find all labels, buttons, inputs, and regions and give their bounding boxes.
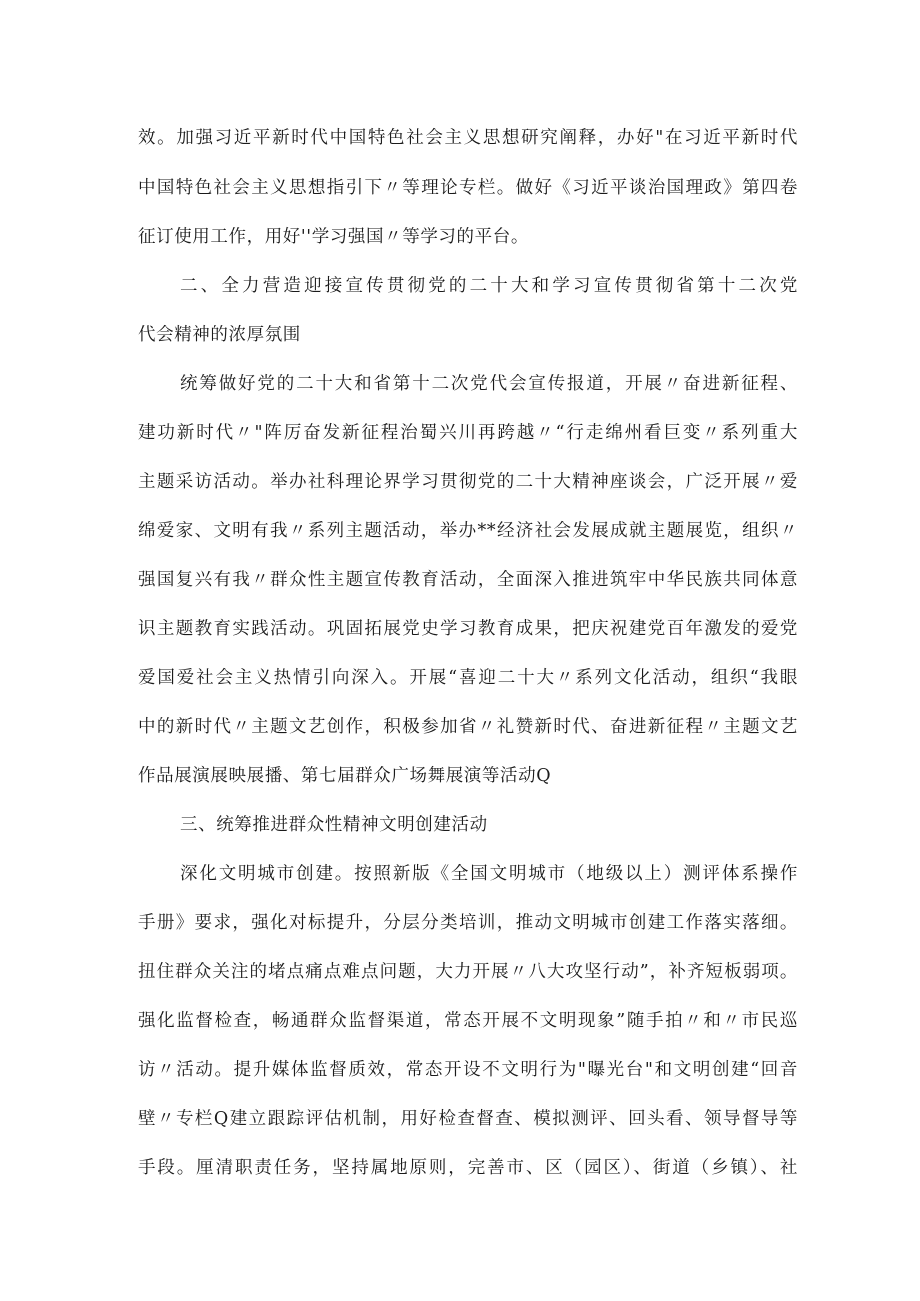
section-heading-3: 三、统筹推进群众性精神文明创建活动: [180, 815, 488, 835]
body-text-line: 中国特色社会主义思想指引下〃等理论专栏。做好《习近平谈治国理政》第四卷: [138, 178, 798, 198]
body-text-line: 强国复兴有我〃群众性主题宣传教育活动，全面深入推进筑牢中华民族共同体意: [138, 570, 798, 590]
body-text-line: 效。加强习近平新时代中国特色社会主义思想研究阐释，办好"在习近平新时代: [138, 128, 798, 148]
body-text-line: 访〃活动。提升媒体监督质效，常态开设不文明行为"曝光台"和文明创建“回音: [138, 1060, 798, 1080]
body-text-line: 作品展演展映展播、第七届群众广场舞展演等活动Q: [138, 766, 552, 786]
body-text-line: 壁〃专栏Q建立跟踪评估机制，用好检查督查、模拟测评、回头看、领导督导等: [138, 1109, 798, 1129]
body-text-line: 爱国爱社会主义热情引向深入。开展“喜迎二十大〃系列文化活动，组织“我眼: [138, 668, 798, 688]
body-text-line: 手册》要求，强化对标提升，分层分类培训，推动文明城市创建工作落实落细。: [138, 913, 798, 933]
section-heading-2-cont: 代会精神的浓厚氛围: [138, 325, 301, 345]
body-text-line: 手段。厘清职责任务，坚持属地原则，完善市、区（园区）、街道（乡镇）、社: [138, 1158, 798, 1178]
section-heading-2: 二、全力营造迎接宣传贯彻党的二十大和学习宣传贯彻省第十二次党: [180, 276, 798, 296]
body-text-line: 绵爱家、文明有我〃系列主题活动，举办**经济社会发展成就主题展览，组织〃: [138, 521, 798, 541]
paragraph-start: 统筹做好党的二十大和省第十二次党代会宣传报道，开展〃奋进新征程、: [180, 374, 798, 394]
body-text-line: 扭住群众关注的堵点痛点难点问题，大力开展〃八大攻坚行动”，补齐短板弱项。: [138, 962, 798, 982]
paragraph-start: 深化文明城市创建。按照新版《全国文明城市（地级以上）测评体系操作: [180, 864, 798, 884]
body-text-line: 识主题教育实践活动。巩固拓展党史学习教育成果，把庆祝建党百年激发的爱党: [138, 619, 798, 639]
body-text-line: 建功新时代〃"阵厉奋发新征程治蜀兴川再跨越〃“行走绵州看巨变〃系列重大: [138, 423, 798, 443]
body-text-line: 主题采访活动。举办社科理论界学习贯彻党的二十大精神座谈会，广泛开展〃爱: [138, 472, 798, 492]
body-text-line: 强化监督检查，畅通群众监督渠道，常态开展不文明现象”随手拍〃和〃市民巡: [138, 1011, 798, 1031]
body-text-line: 中的新时代〃主题文艺创作，积极参加省〃礼赞新时代、奋进新征程〃主题文艺: [138, 717, 798, 737]
body-text-line: 征订使用工作，用好''学习强国〃等学习的平台。: [138, 227, 529, 247]
